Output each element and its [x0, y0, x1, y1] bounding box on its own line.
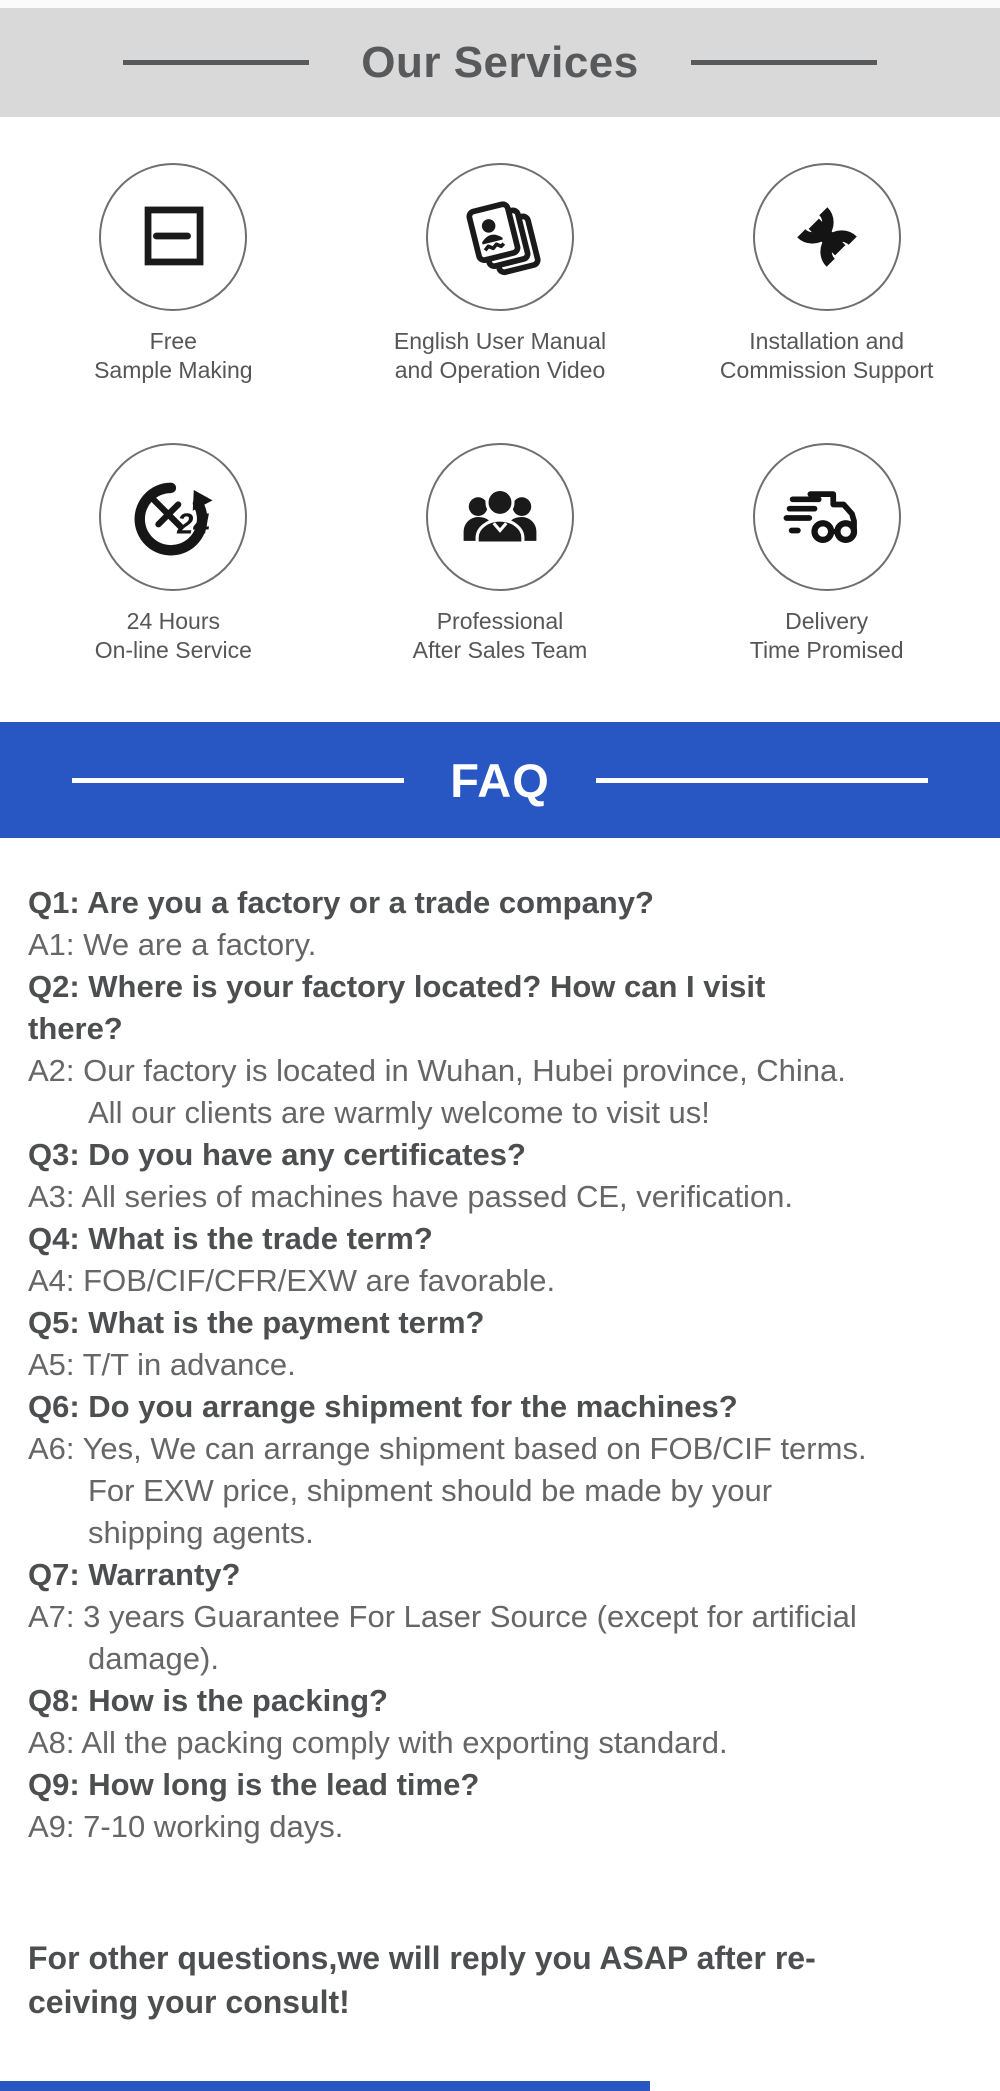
- service-item: [337, 163, 664, 385]
- faq-answer-line: A7: 3 years Guarantee For Laser Source (except for artificial: [28, 1599, 857, 1634]
- faq-question-line: Q2: Where is your factory located? How can I visit: [28, 969, 766, 1004]
- header-rule-left: [123, 60, 309, 65]
- faq-answer-line: A8: All the packing comply with exporting standard.: [28, 1725, 728, 1760]
- services-header-band: [0, 8, 1000, 117]
- faq-answer-line: A1: We are a factory.: [28, 927, 317, 962]
- faq-answer-line: shipping agents.: [88, 1515, 314, 1550]
- faq-answer-line: A3: All series of machines have passed CE, verification.: [28, 1179, 794, 1214]
- services-title: Our Services: [361, 37, 639, 87]
- closing-note: [0, 1936, 1000, 2024]
- service-label: Installation and Commission Support: [719, 328, 934, 383]
- services-grid: [0, 117, 1000, 722]
- faq-question-line: Q1: Are you a factory or a trade company?: [28, 885, 654, 920]
- service-label: English User Manual and Operation Video: [393, 328, 607, 383]
- faq-answer-line: A2: Our factory is located in Wuhan, Hubei province, China.: [28, 1053, 846, 1088]
- clock-24-icon: [99, 443, 247, 591]
- faq-question-line: there?: [28, 1011, 123, 1046]
- service-item: [337, 443, 664, 665]
- truck-icon: [753, 443, 901, 591]
- manual-icon: [426, 163, 574, 311]
- service-item: [10, 443, 337, 665]
- faq-question-line: Q8: How is the packing?: [28, 1683, 388, 1718]
- closing-line: ceiving your consult!: [28, 1984, 350, 2020]
- faq-answer-line: For EXW price, shipment should be made by your: [88, 1473, 773, 1508]
- service-label: Free Sample Making: [94, 328, 253, 383]
- faq-list: [0, 838, 1000, 1848]
- header-rule-right: [691, 60, 877, 65]
- faq-title: FAQ: [450, 753, 550, 807]
- svg-text:24: 24: [177, 508, 210, 541]
- faq-answer-line: A6: Yes, We can arrange shipment based on FOB/CIF terms.: [28, 1431, 867, 1466]
- service-label: Professional After Sales Team: [412, 608, 588, 663]
- faq-question-line: Q4: What is the trade term?: [28, 1221, 433, 1256]
- faq-banner: [0, 722, 1000, 838]
- team-icon: [426, 443, 574, 591]
- faq-question-line: Q6: Do you arrange shipment for the machines?: [28, 1389, 738, 1424]
- faq-question-line: Q7: Warranty?: [28, 1557, 241, 1592]
- service-item: [663, 443, 990, 665]
- wrench-icon: [753, 163, 901, 311]
- faq-answer-line: A4: FOB/CIF/CFR/EXW are favorable.: [28, 1263, 556, 1298]
- faq-answer-line: All our clients are warmly welcome to visit us!: [88, 1095, 710, 1130]
- faq-rule-left: [72, 778, 404, 783]
- service-item: [10, 163, 337, 385]
- service-item: [663, 163, 990, 385]
- sample-icon: [99, 163, 247, 311]
- faq-question-line: Q9: How long is the lead time?: [28, 1767, 480, 1802]
- faq-answer-line: damage).: [88, 1641, 219, 1676]
- service-label: Delivery Time Promised: [749, 608, 904, 663]
- faq-question-line: Q5: What is the payment term?: [28, 1305, 485, 1340]
- faq-question-line: Q3: Do you have any certificates?: [28, 1137, 526, 1172]
- faq-answer-line: A9: 7-10 working days.: [28, 1809, 344, 1844]
- faq-answer-line: A5: T/T in advance.: [28, 1347, 296, 1382]
- service-label: 24 Hours On-line Service: [94, 608, 252, 663]
- top-margin: [0, 0, 1000, 8]
- bottom-accent-strip: [0, 2081, 650, 2091]
- faq-rule-right: [596, 778, 928, 783]
- closing-line: For other questions,we will reply you ASAP after re-: [28, 1940, 816, 1976]
